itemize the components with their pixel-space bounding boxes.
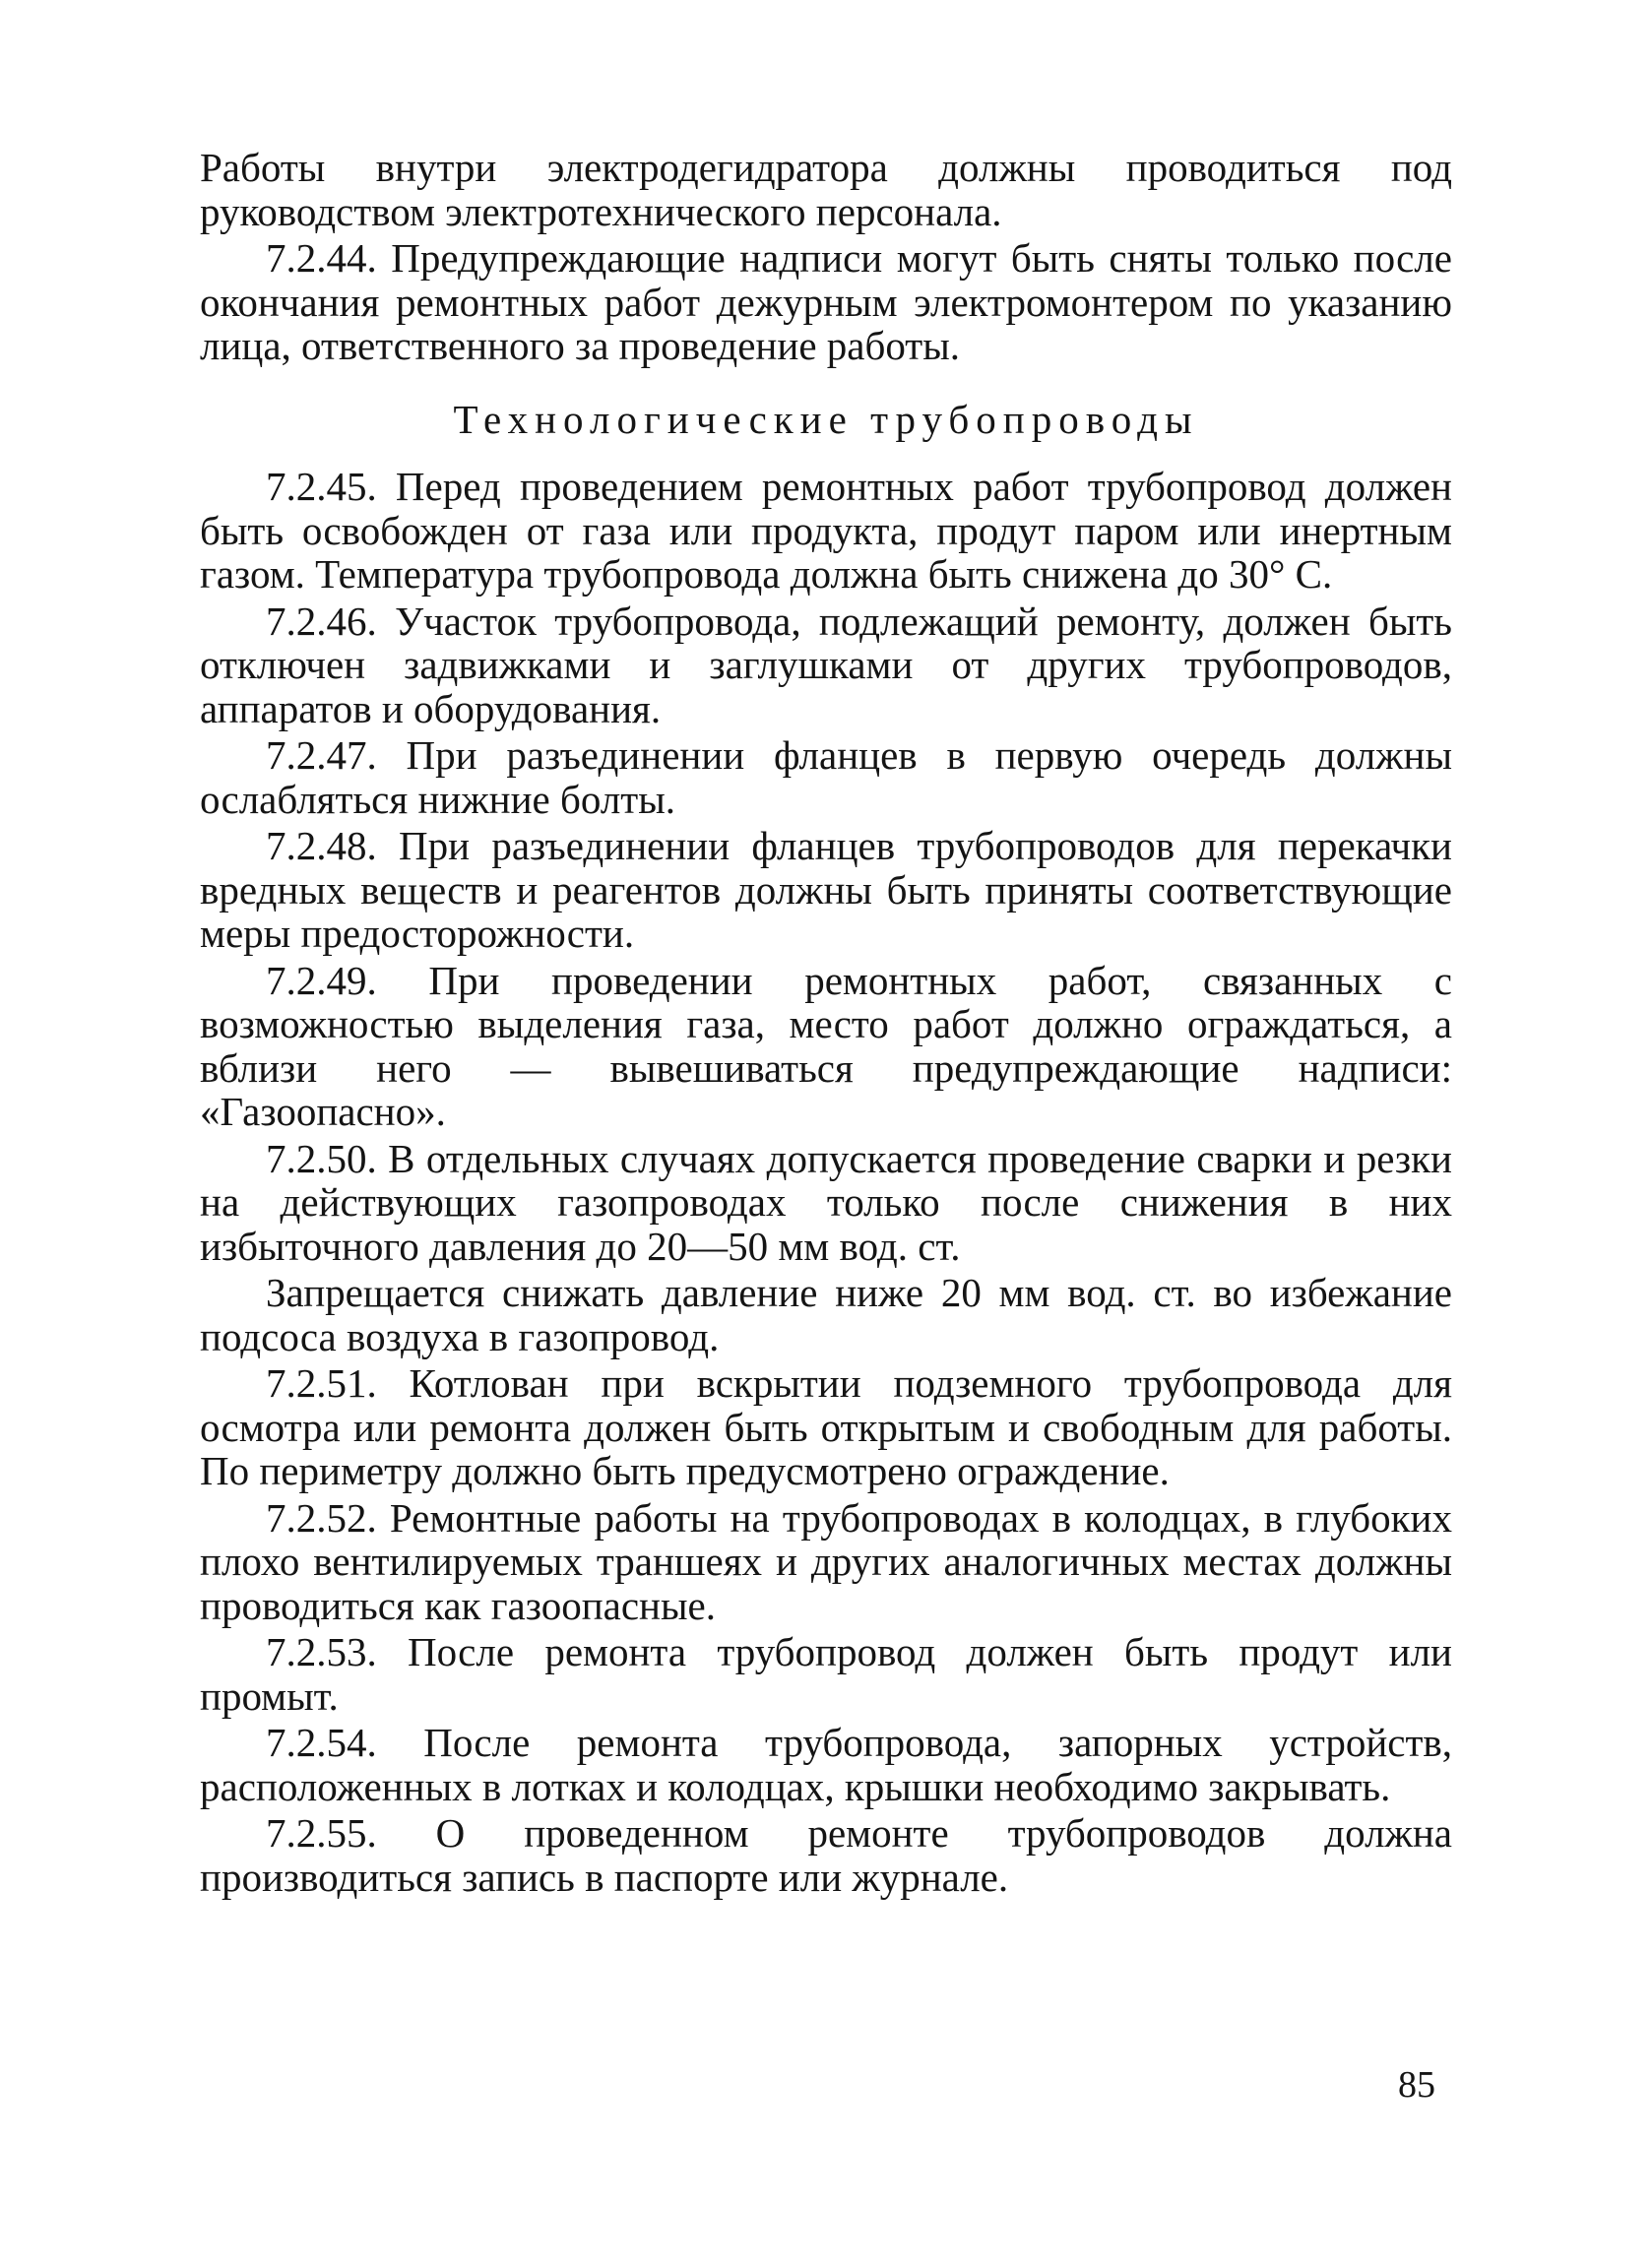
paragraph-7-2-47: 7.2.47. При разъединении фланцев в первую очередь должны ослабляться нижние болты. [200,732,1452,822]
paragraph-7-2-51: 7.2.51. Котлован при вскрытии подземного трубопровода для осмотра или ремонта должен быть открытым и свободным для работы. По периметру должно быть предусмотрено ограждение. [200,1360,1452,1493]
paragraph-7-2-50: 7.2.50. В отдельных случаях допускается проведение сварки и резки на действующих газопроводах только после снижения в них избыточного давления до 20—50 мм вод. ст. [200,1135,1452,1269]
paragraph-7-2-45: 7.2.45. Перед проведением ремонтных работ трубопровод должен быть освобожден от газа или продукта, продут паром или инертным газом. Температура трубопровода должна быть снижена до 30° С. [200,464,1452,597]
paragraph-7-2-53: 7.2.53. После ремонта трубопровод должен быть продут или промыт. [200,1629,1452,1719]
section-heading: Технологические трубопроводы [453,396,1199,442]
page-number: 85 [1398,2064,1435,2106]
paragraph-7-2-52: 7.2.52. Ремонтные работы на трубопроводах в колодцах, в глубоких плохо вентилируемых траншеях и других аналогичных местах должны проводиться как газоопасные. [200,1494,1452,1628]
paragraph-7-2-44: 7.2.44. Предупреждающие надписи могут быть сняты только после окончания ремонтных работ дежурным электромонтером по указанию лица, ответственного за проведение работы. [200,235,1452,368]
paragraph-pressure-note: Запрещается снижать давление ниже 20 мм вод. ст. во избежание подсоса воздуха в газопровод. [200,1270,1452,1359]
paragraph-7-2-46: 7.2.46. Участок трубопровода, подлежащий ремонту, должен быть отключен задвижками и заглушками от других трубопроводов, аппаратов и оборудования. [200,598,1452,731]
paragraph-7-2-48: 7.2.48. При разъединении фланцев трубопроводов для перекачки вредных веществ и реагентов должны быть приняты соответствующие меры предосторожности. [200,823,1452,956]
paragraph-7-2-55: 7.2.55. О проведенном ремонте трубопроводов должна производиться запись в паспорте или журнале. [200,1810,1452,1900]
text-column [200,146,1452,1899]
paragraph-7-2-54: 7.2.54. После ремонта трубопровода, запорных устройств, расположенных в лотках и колодцах, крышки необходимо закрывать. [200,1720,1452,1809]
paragraph-7-2-49: 7.2.49. При проведении ремонтных работ, связанных с возможностью выделения газа, место работ должно ограждаться, а вблизи него — вывешиваться предупреждающие надписи: «Газоопасно». [200,957,1452,1134]
paragraph: Работы внутри электродегидратора должны проводиться под руководством электротехнического персонала. [200,145,1452,234]
